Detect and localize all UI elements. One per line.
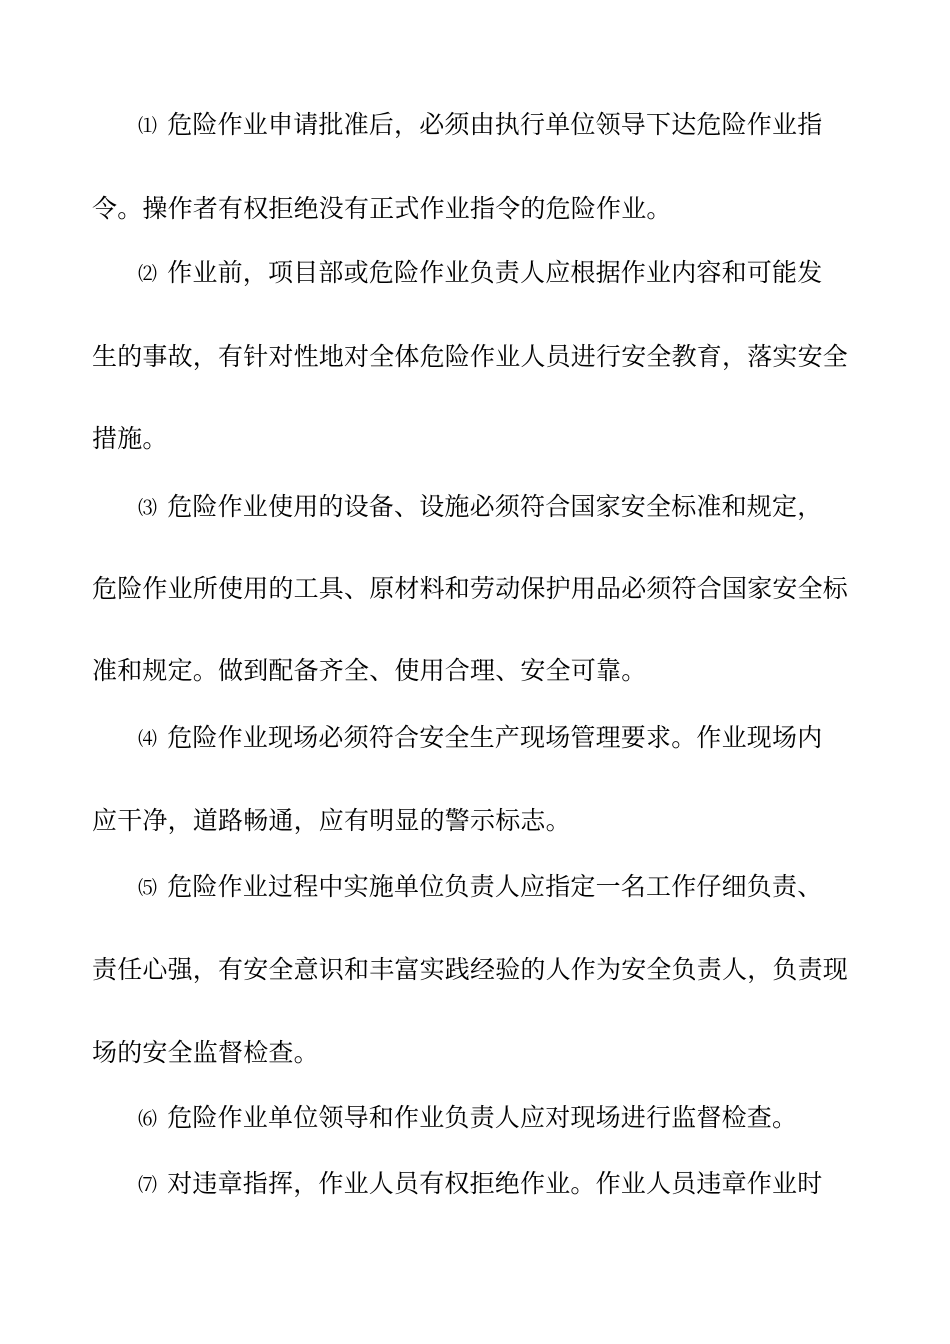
paragraph-6-number: ⑹ [138,1108,158,1130]
paragraph-1-text-2: 令。操作者有权拒绝没有正式作业指令的危险作业。 [92,194,672,223]
paragraph-3-line-3 [92,654,646,688]
paragraph-5-text-3: 场的安全监督检查。 [92,1038,319,1067]
paragraph-3-line-1 [138,490,822,525]
paragraph-3-number: ⑶ [138,497,158,519]
paragraph-6-line-1 [138,1101,797,1136]
paragraph-6-text-1: 危险作业单位领导和作业负责人应对现场进行监督检查。 [167,1103,798,1132]
paragraph-1-number: ⑴ [138,115,158,137]
paragraph-3-line-2 [92,572,848,606]
paragraph-2-text-2: 生的事故，有针对性地对全体危险作业人员进行安全教育，落实安全 [92,342,849,371]
paragraph-4-line-1 [138,721,822,756]
paragraph-2-text-3: 措施。 [92,424,168,453]
paragraph-1-text-1: 危险作业申请批准后，必须由执行单位领导下达危险作业指 [167,110,823,139]
paragraph-5-line-1 [138,870,822,905]
paragraph-3-text-1: 危险作业使用的设备、设施必须符合国家安全标准和规定， [167,492,823,521]
paragraph-5-line-2 [92,953,848,987]
paragraph-2-line-1 [138,256,822,291]
paragraph-4-number: ⑷ [138,728,158,750]
paragraph-7-text-1: 对违章指挥，作业人员有权拒绝作业。作业人员违章作业时 [167,1169,823,1198]
paragraph-5-number: ⑸ [138,877,158,899]
paragraph-4-line-2 [92,804,571,838]
paragraph-2-line-2 [92,340,848,374]
paragraph-2-text-1: 作业前，项目部或危险作业负责人应根据作业内容和可能发 [167,258,823,287]
paragraph-3-text-3: 准和规定。做到配备齐全、使用合理、安全可靠。 [92,656,647,685]
paragraph-4-text-2: 应干净，道路畅通，应有明显的警示标志。 [92,806,571,835]
paragraph-1-line-2 [92,192,672,226]
paragraph-5-text-2: 责任心强，有安全意识和丰富实践经验的人作为安全负责人，负责现 [92,955,849,984]
paragraph-5-text-1: 危险作业过程中实施单位负责人应指定一名工作仔细负责、 [167,872,823,901]
paragraph-3-text-2: 危险作业所使用的工具、原材料和劳动保护用品必须符合国家安全标 [92,574,849,603]
paragraph-7-line-1 [138,1167,822,1202]
paragraph-4-text-1: 危险作业现场必须符合安全生产现场管理要求。作业现场内 [167,723,823,752]
paragraph-2-number: ⑵ [138,263,158,285]
paragraph-2-line-3 [92,422,168,456]
paragraph-7-number: ⑺ [138,1174,158,1196]
paragraph-5-line-3 [92,1036,319,1070]
paragraph-1-line-1 [138,108,822,143]
